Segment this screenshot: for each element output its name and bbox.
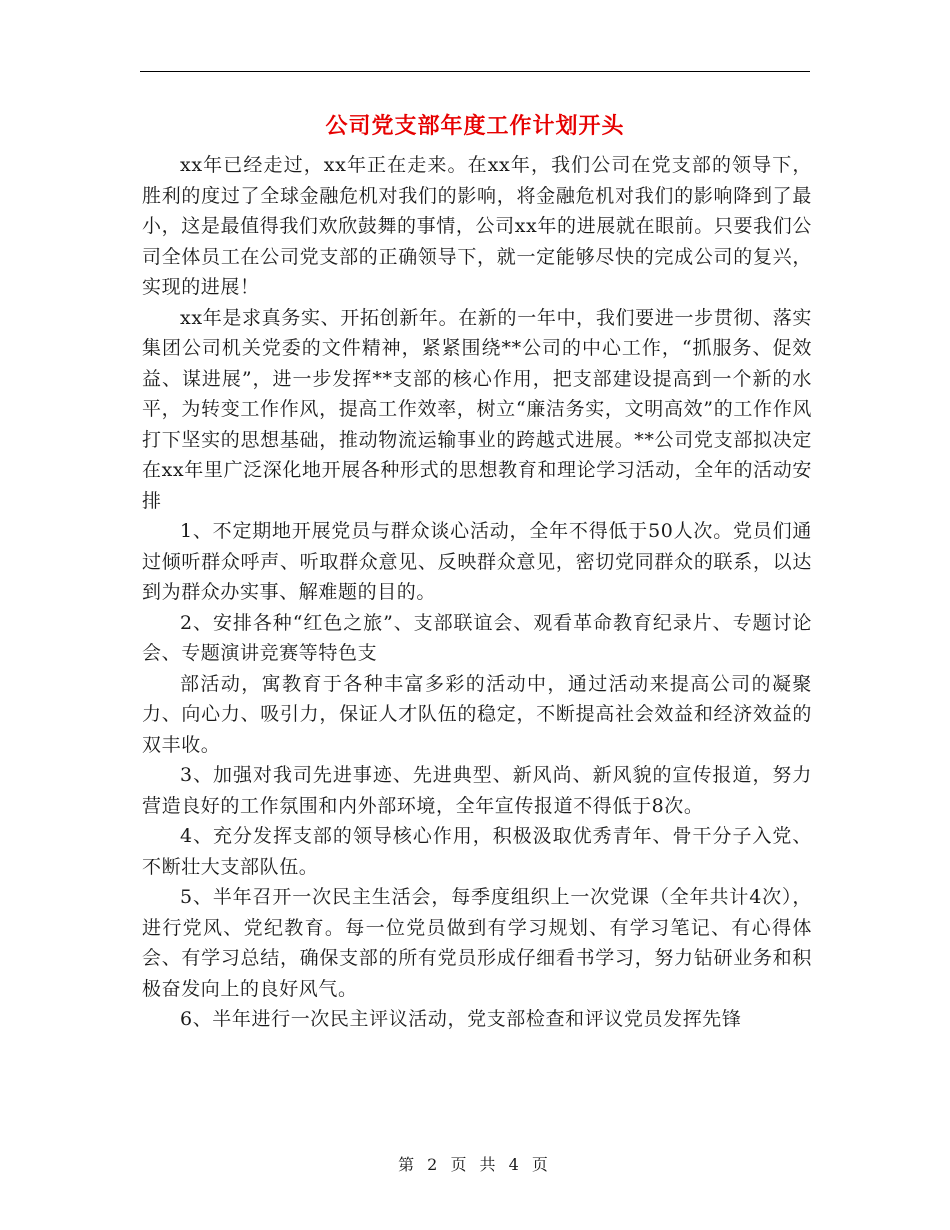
paragraph-item-3: 3、加强对我司先进事迹、先进典型、新风尚、新风貌的宣传报道，努力营造良好的工作氛围和内外部环境，全年宣传报道不得低于8次。: [142, 764, 812, 817]
document-title: 公司党支部年度工作计划开头: [325, 113, 625, 139]
paragraph-item-2: 2、安排各种“红色之旅”、支部联谊会、观看革命教育纪录片、专题讨论会、专题演讲竞赛等特色支: [142, 611, 812, 664]
page-footer: 第 2 页 共 4 页: [398, 1155, 552, 1174]
document-body: [142, 150, 812, 1035]
paragraph-item-5: 5、半年召开一次民主生活会，每季度组织上一次党课（全年共计4次），进行党风、党纪教育。每一位党员做到有学习规划、有学习笔记、有心得体会、有学习总结，确保支部的所有党员形成仔细看书学习，努力钻研业务和积极奋发向上的良好风气。: [142, 886, 812, 1000]
paragraph-item-2-continued: 部活动，寓教育于各种丰富多彩的活动中，通过活动来提高公司的凝聚力、向心力、吸引力，保证人才队伍的稳定，不断提高社会效益和经济效益的双丰收。: [142, 672, 812, 756]
paragraph-item-4: 4、充分发挥支部的领导核心作用，积极汲取优秀青年、骨干分子入党、不断壮大支部队伍。: [142, 825, 812, 878]
header-rule: [140, 71, 810, 72]
paragraph-item-1: 1、不定期地开展党员与群众谈心活动，全年不得低于50人次。党员们通过倾听群众呼声、听取群众意见、反映群众意见，密切党同群众的联系，以达到为群众办实事、解难题的目的。: [142, 520, 812, 603]
paragraph-intro: xx年已经走过，xx年正在走来。在xx年，我们公司在党支部的领导下，胜利的度过了全球金融危机对我们的影响，将金融危机对我们的影响降到了最小，这是最值得我们欢欣鼓舞的事情，公司xx年的进展就在眼前。只要我们公司全体员工在公司党支部的正确领导下，就一定能够尽快的完成公司的复兴，实现的进展！: [142, 154, 812, 298]
paragraph-plan-overview: xx年是求真务实、开拓创新年。在新的一年中，我们要进一步贯彻、落实集团公司机关党委的文件精神，紧紧围绕**公司的中心工作，“抓服务、促效益、谋进展”，进一步发挥**支部的核心作用，把支部建设提高到一个新的水平，为转变工作作风，提高工作效率，树立“廉洁务实，文明高效”的工作作风打下坚实的思想基础，推动物流运输事业的跨越式进展。**公司党支部拟决定在xx年里广泛深化地开展各种形式的思想教育和理论学习活动，全年的活动安排: [142, 306, 812, 512]
paragraph-item-6: 6、半年进行一次民主评议活动，党支部检查和评议党员发挥先锋: [180, 1008, 742, 1030]
